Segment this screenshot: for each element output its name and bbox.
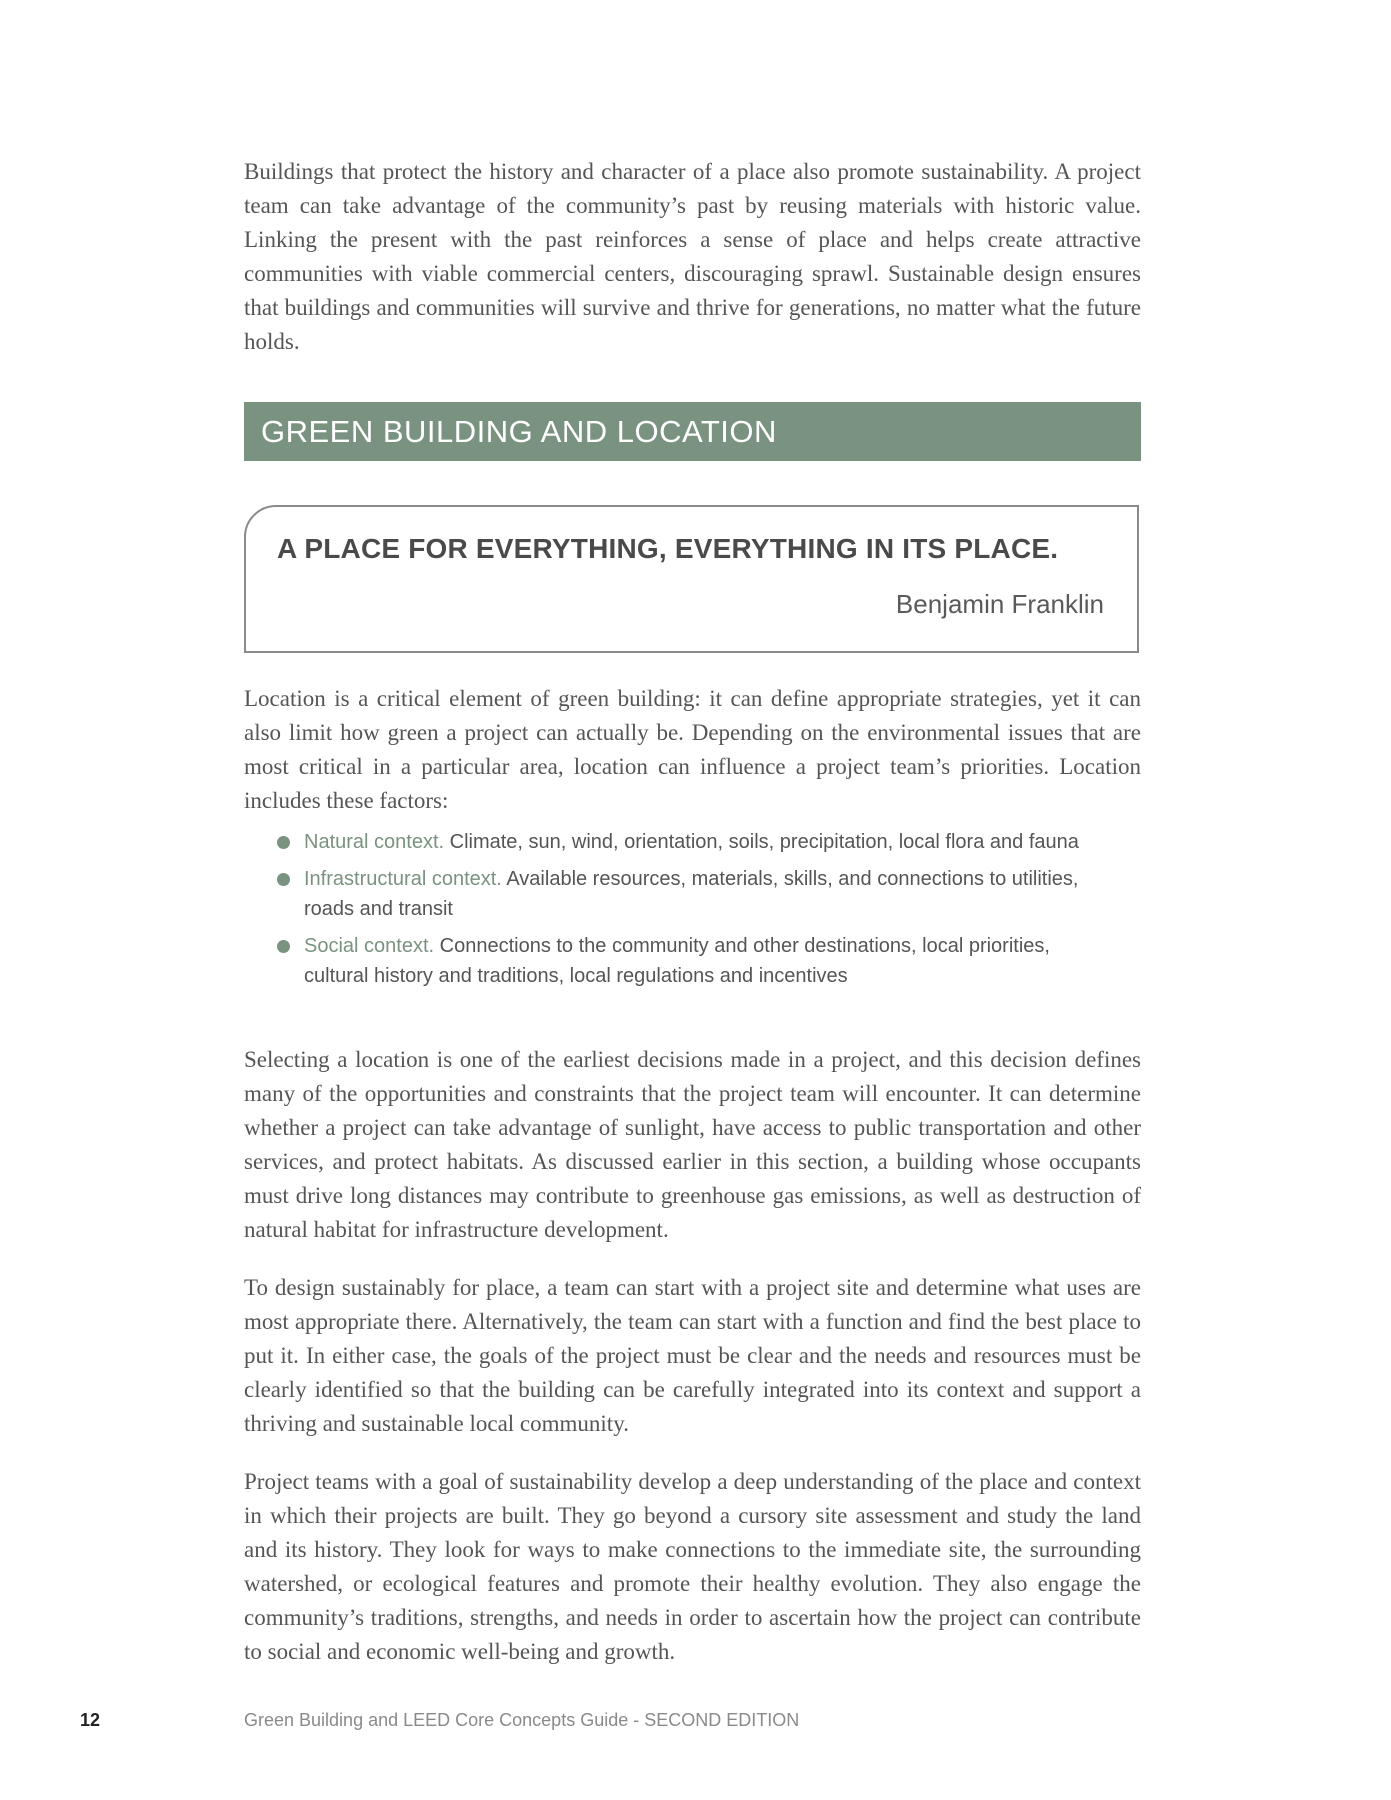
bullet-dot-icon	[277, 940, 290, 953]
list-item	[244, 931, 1141, 991]
bullet-dot-icon	[277, 836, 290, 849]
factor-description: Connections to the community and other destinations, local priorities, cultural history and traditions, local regulations and incentives	[304, 935, 1050, 987]
factor-description: Available resources, materials, skills, and connections to utilities, roads and transit	[304, 868, 1079, 920]
teams-paragraph: Project teams with a goal of sustainability develop a deep understanding of the place and context in which their projects are built. They go beyond a cursory site assessment and study the land and its history. They look for ways to make connections to the immediate site, the surrounding watershed, or ecological features and promote their healthy evolution. They also engage the community’s traditions, strengths, and needs in order to ascertain how the project can contribute to social and economic well-being and growth.	[244, 1469, 1141, 1664]
quote-author: Benjamin Franklin	[895, 589, 1104, 619]
section-header-bar	[244, 402, 1141, 461]
bullet-dot-icon	[277, 873, 290, 886]
quote-text: A PLACE FOR EVERYTHING, EVERYTHING IN ITS PLACE.	[277, 533, 1059, 564]
section-title: GREEN BUILDING AND LOCATION	[261, 413, 777, 449]
design-paragraph: To design sustainably for place, a team can start with a project site and determine what uses are most appropriate there. Alternatively, the team can start with a function and find the best place to put it. In either case, the goals of the project must be clear and the needs and resources must be clearly identified so that the building can be carefully integrated into its context and support a thriving and sustainable local community.	[244, 1275, 1141, 1436]
factor-term: Social context.	[304, 935, 435, 957]
list-item	[244, 827, 1141, 857]
selecting-paragraph: Selecting a location is one of the earliest decisions made in a project, and this decision defines many of the opportunities and constraints that the project team will encounter. It can determine whether a project can take advantage of sunlight, have access to public transportation and other services, and protect habitats. As discussed earlier in this section, a building whose occupants must drive long distances may contribute to greenhouse gas emissions, as well as destruction of natural habitat for infrastructure development.	[244, 1047, 1141, 1242]
list-item	[244, 864, 1141, 924]
intro-paragraph: Buildings that protect the history and character of a place also promote sustainability. A project team can take advantage of the community’s past by reusing materials with historic value. Linking the present with the past reinforces a sense of place and helps create attractive communities with viable commercial centers, discouraging sprawl. Sustainable design ensures that buildings and communities will survive and thrive for generations, no matter what the future holds.	[244, 159, 1141, 354]
page-number: 12	[80, 1710, 101, 1730]
factor-list	[244, 827, 1141, 998]
location-paragraph: Location is a critical element of green building: it can define appropriate strategies, yet it can also limit how green a project can actually be. Depending on the environmental issues that are most critical in a particular area, location can influence a project team’s priorities. Location includes these factors:	[244, 686, 1141, 813]
factor-description: Climate, sun, wind, orientation, soils, precipitation, local flora and fauna	[444, 831, 1079, 853]
factor-term: Natural context.	[304, 831, 445, 853]
quote-box	[244, 505, 1139, 653]
footer-title: Green Building and LEED Core Concepts Guide - SECOND EDITION	[244, 1710, 800, 1730]
factor-term: Infrastructural context.	[304, 868, 502, 890]
